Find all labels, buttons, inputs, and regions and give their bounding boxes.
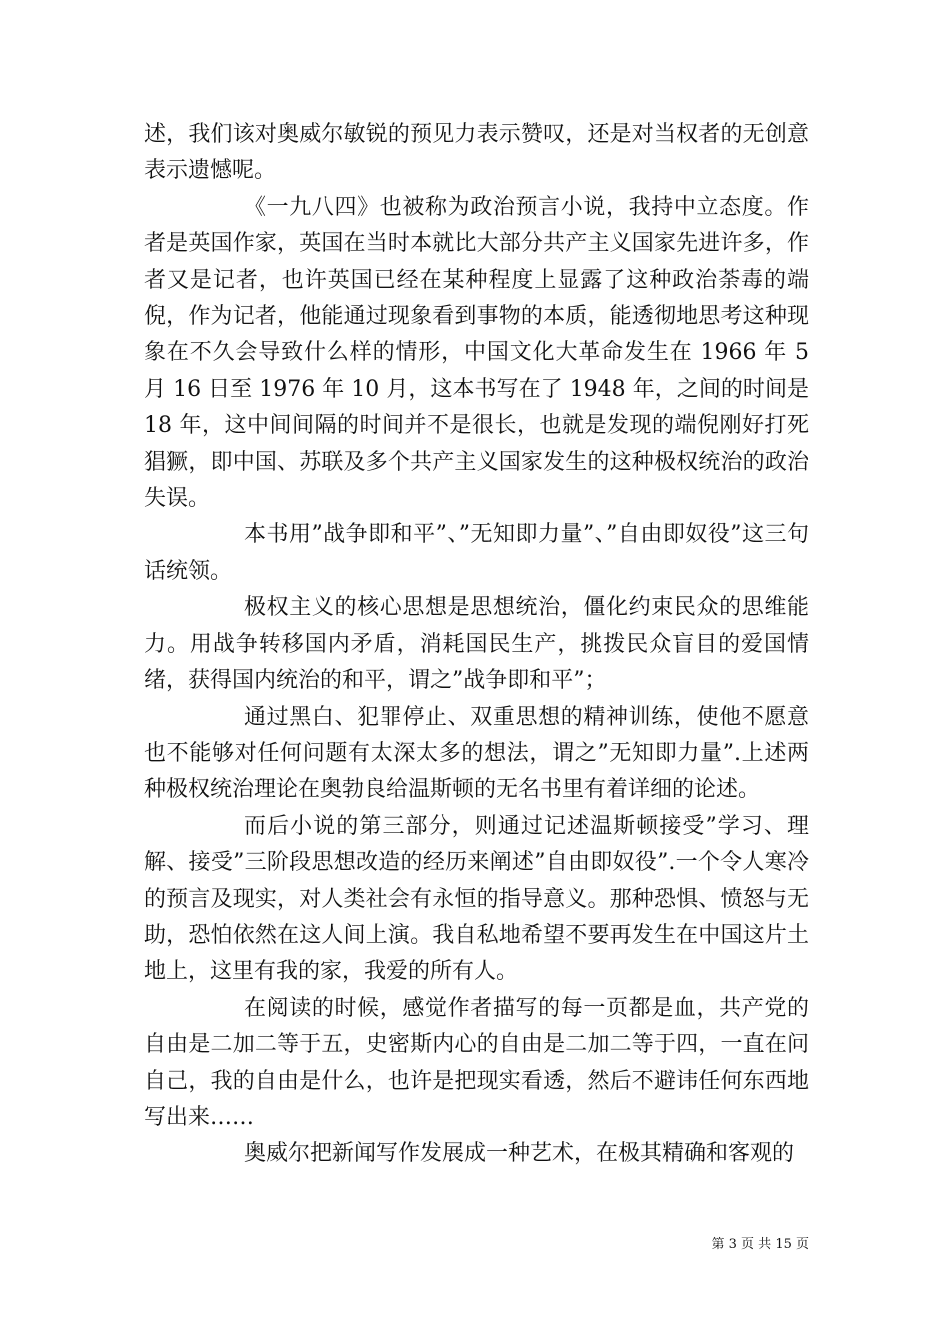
paragraph-7: 在阅读的时候，感觉作者描写的每一页都是血，共产党的自由是二加二等于五，史密斯内心的自由是二加二等于四，一直在问自己，我的自由是什么，也许是把现实看透，然后不避讳任何东西地写出来……	[144, 995, 809, 1130]
paragraph-8: 奥威尔把新闻写作发展成一种艺术，在极其精确和客观的	[244, 1141, 795, 1167]
paragraph-5: 通过黑白、犯罪停止、双重思想的精神训练，使他不愿意也不能够对任何问题有太深太多的想法，谓之”无知即力量”.上述两种极权统治理论在奥勃良给温斯顿的无名书里有着详细的论述。	[144, 704, 809, 803]
paragraph-4: 极权主义的核心思想是思想统治，僵化约束民众的思维能力。用战争转移国内矛盾，消耗国民生产，挑拨民众盲目的爱国情绪，获得国内统治的和平，谓之”战争即和平”；	[144, 595, 809, 694]
document-body	[144, 117, 809, 1173]
page-number-footer: 第 3 页 共 15 页	[711, 1237, 809, 1252]
paragraph-6: 而后小说的第三部分，则通过记述温斯顿接受”学习、理解、接受”三阶段思想改造的经历来阐述”自由即奴役”.一个令人寒冷的预言及现实，对人类社会有永恒的指导意义。那种恐惧、愤怒与无助，恐怕依然在这人间上演。我自私地希望不要再发生在中国这片土地上，这里有我的家，我爱的所有人。	[144, 813, 809, 985]
paragraph-2: 《一九八四》也被称为政治预言小说，我持中立态度。作者是英国作家，英国在当时本就比大部分共产主义国家先进许多，作者又是记者，也许英国已经在某种程度上显露了这种政治荼毒的端倪，作为记者，他能通过现象看到事物的本质，能透彻地思考这种现象在不久会导致什么样的情形，中国文化大革命发生在 1966 年 5 月 16 日至 1976 年 10 月，这本书写在了 1948 年，之间的时间是 18 年，这中间间隔的时间并不是很长，也就是发现的端倪刚好打死猖獗，即中国、苏联及多个共产主义国家发生的这种极权统治的政治失误。	[144, 194, 809, 512]
paragraph-1: 述，我们该对奥威尔敏锐的预见力表示赞叹，还是对当权者的无创意表示遗憾呢。	[144, 122, 809, 184]
paragraph-3: 本书用”战争即和平”、”无知即力量”、”自由即奴役”这三句话统领。	[144, 522, 809, 584]
